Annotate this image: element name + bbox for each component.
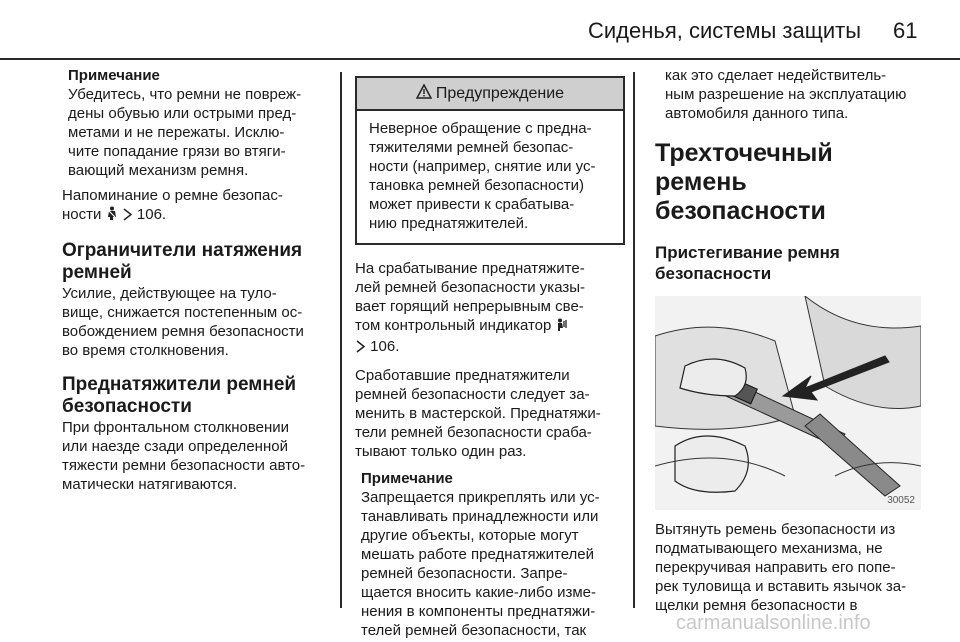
note-text: Убедитесь, что ремни не повреж- дены обувью или острыми пред- метами и не пережаты. Исклю- чите попадание грязи во втяги- вающий механизм ремня. <box>68 86 302 179</box>
header-rule <box>0 58 960 60</box>
page-reference-arrow-icon <box>355 339 366 358</box>
column-divider-2 <box>633 72 635 608</box>
reminder-paragraph <box>62 186 334 226</box>
seatbelt-illustration-drawing <box>655 296 921 510</box>
warning-box <box>355 76 625 245</box>
column-2 <box>355 76 625 640</box>
page-reference-arrow-icon <box>122 207 133 226</box>
continued-note-text: как это сделает недействитель- ным разрешение на эксплуатацию автомобиля данного типа. <box>665 67 907 122</box>
indicator-page-ref[interactable]: 106. <box>370 338 400 355</box>
page-header-title: Сиденья, системы защиты <box>588 18 862 43</box>
column-divider-1 <box>340 72 342 608</box>
airbag-indicator-icon <box>556 318 568 337</box>
seatbelt-fastening-illustration <box>655 296 921 510</box>
heading-belt-force-limiters: Ограничители натяжения ремней <box>62 240 303 283</box>
heading-three-point-belt: Трехточечный ремень безопасности <box>655 139 833 225</box>
page-number: 61 <box>893 18 918 43</box>
column-3 <box>655 66 931 615</box>
watermark: carmanualsonline.info <box>676 612 871 634</box>
warning-text: Неверное обращение с предна- тяжителями ремней безопас- ности (например, снятие или ус- тановка ремней безопасности) может привести к срабатыва- нию преднатяжителей. <box>369 120 596 232</box>
subheading-fastening-belt: Пристегивание ремня безопасности <box>655 243 840 283</box>
fastening-instructions: Вытянуть ремень безопасности из подматывающего механизма, не перекручивая направить его попе- рек туловища и вставить язычок за- щелки ремня безопасности в <box>655 521 907 614</box>
note-title: Примечание <box>68 67 160 84</box>
heading-belt-pretensioners: Преднатяжители ремней безопасности <box>62 374 297 417</box>
seatbelt-warning-icon <box>106 206 118 226</box>
note-title-2: Примечание <box>361 470 453 487</box>
warning-title: Предупреждение <box>435 84 565 102</box>
replacement-paragraph: Сработавшие преднатяжители ремней безопасности следует за- менить в мастерской. Преднатяжи- тели ремней безопасности сраба- тывают только один раз. <box>355 367 601 460</box>
paragraph-belt-pretensioners: При фронтальном столкновении или наезде сзади определенной тяжести ремни безопасности авто- матически натягиваются. <box>62 419 306 493</box>
figure-code: 30052 <box>887 495 915 506</box>
indicator-text: На срабатывание преднатяжите- лей ремней безопасности указы- вает горящий непрерывным све- том контрольный индикатор <box>355 260 586 334</box>
indicator-paragraph <box>355 259 625 358</box>
paragraph-belt-force-limiters: Усилие, действующее на туло- вище, снижается постепенным ос- вобождением ремня безопасности во время столкновения. <box>62 285 304 359</box>
warning-header <box>357 78 623 111</box>
column-1 <box>62 66 334 494</box>
reminder-text: Напоминание о ремне безопас- ности <box>62 187 283 223</box>
reminder-page-ref[interactable]: 106. <box>136 206 167 223</box>
note-text-2: Запрещается прикреплять или ус- танавливать принадлежности или другие объекты, которые могут мешать работе преднатяжителей ремней безопасности. Запре- щается вносить какие-либо изме- нения в компоненты преднатяжи- телей ремней безопасности, так <box>361 489 600 639</box>
warning-triangle-icon <box>416 84 432 104</box>
